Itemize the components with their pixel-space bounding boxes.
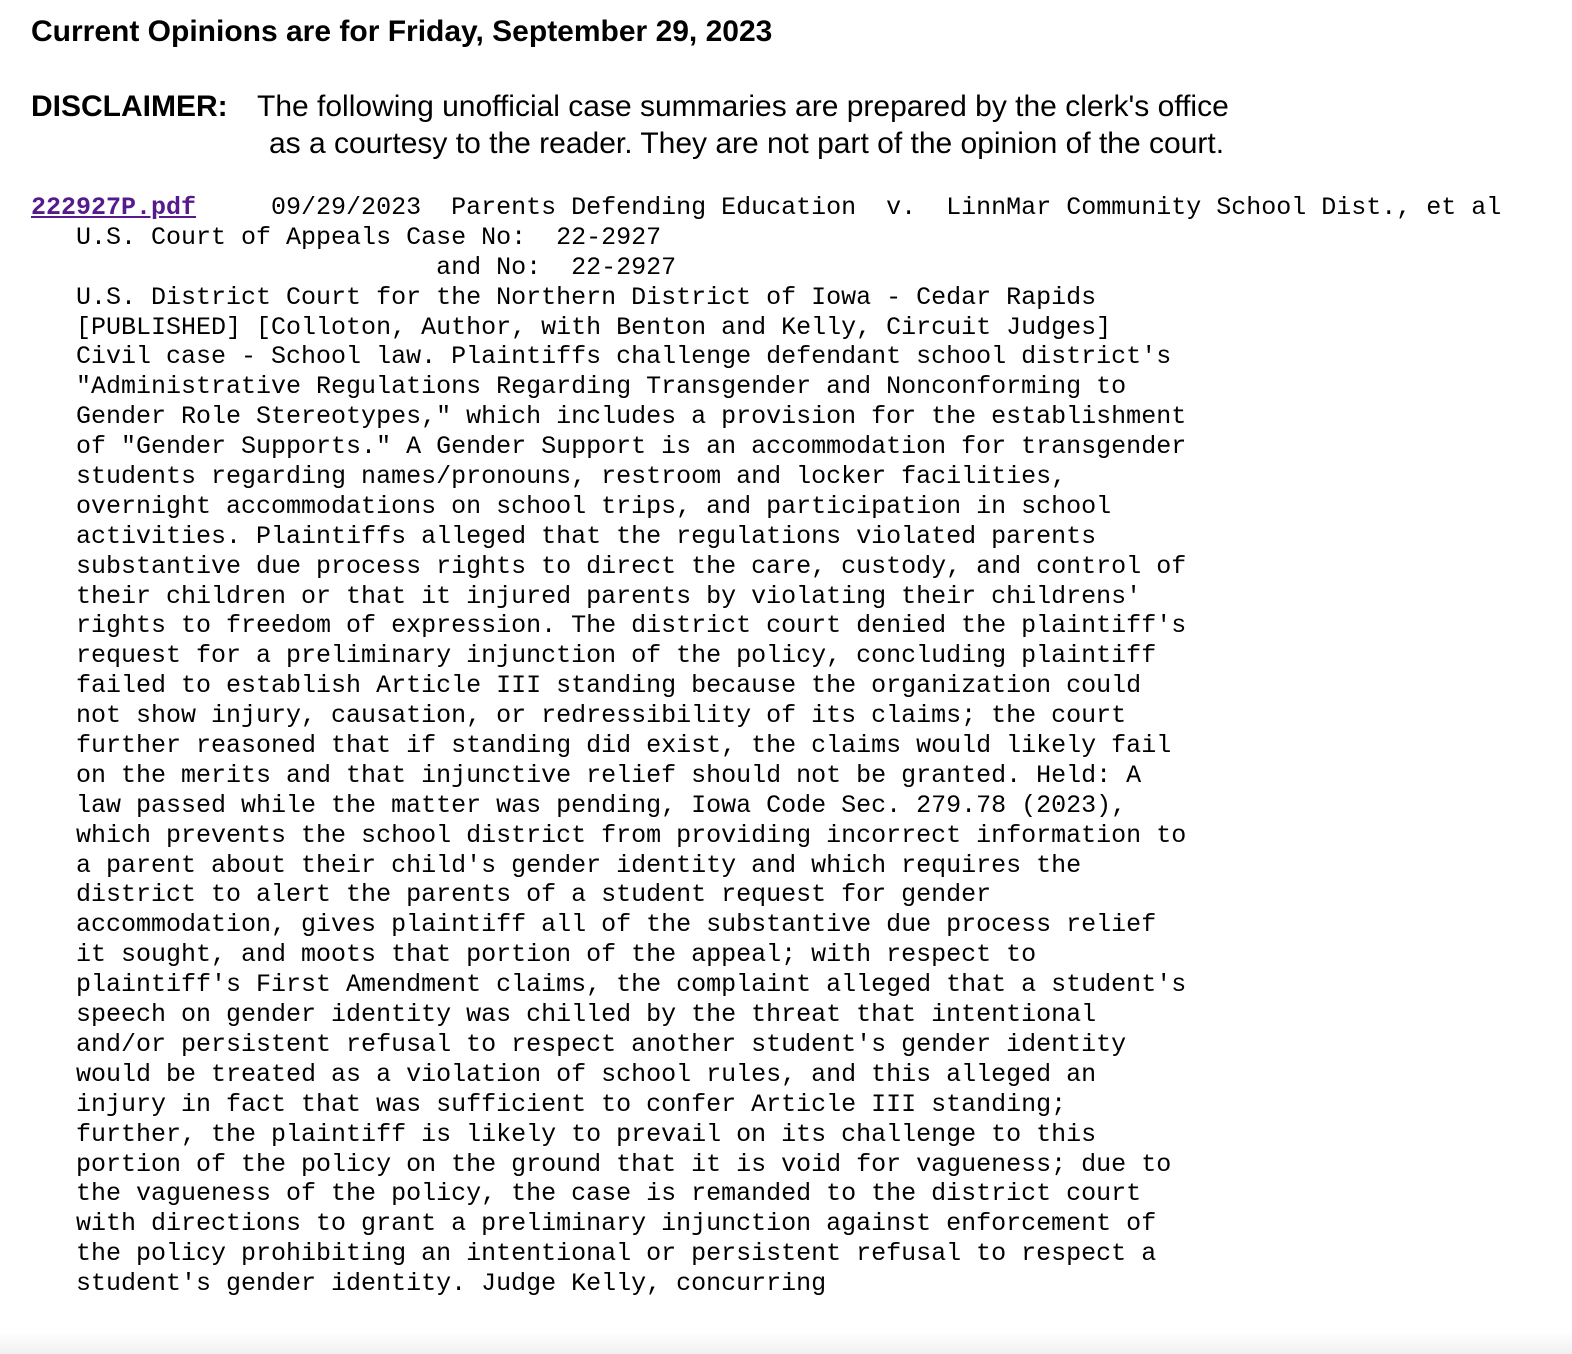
summary-line — [31, 342, 1501, 372]
summary-line — [31, 1150, 1501, 1180]
summary-line — [31, 1060, 1501, 1090]
summary-line — [31, 731, 1501, 761]
summary-line — [31, 582, 1501, 612]
summary-line-text: request for a preliminary injunction of the policy, concluding plaintiff — [76, 641, 1157, 671]
summary-line — [31, 1030, 1501, 1060]
and-no-label: and No: — [436, 252, 542, 282]
summary-line-text: activities. Plaintiffs alleged that the regulations violated parents — [76, 521, 1097, 551]
and-no-number: 22-2927 — [571, 252, 677, 282]
district-court-line — [31, 283, 1501, 313]
summary-line — [31, 910, 1501, 940]
opinion-pdf-link[interactable]: 222927P.pdf — [31, 193, 197, 222]
summary-line — [31, 1090, 1501, 1120]
summary-line — [31, 492, 1501, 522]
summary-line — [31, 552, 1501, 582]
summary-line — [31, 761, 1501, 791]
summary-line-text: "Administrative Regulations Regarding Transgender and Nonconforming to — [76, 372, 1127, 402]
appeals-case-number: 22-2927 — [556, 222, 662, 252]
summary-line — [31, 313, 1501, 343]
opinion-header-line — [31, 193, 1501, 223]
summary-line-text: which prevents the school district from providing incorrect information to — [76, 820, 1187, 850]
summary-line-text: substantive due process rights to direct the care, custody, and control of — [76, 551, 1187, 581]
summary-line — [31, 432, 1501, 462]
summary-line — [31, 821, 1501, 851]
appeals-case-label: U.S. Court of Appeals Case No: — [76, 222, 527, 252]
appeals-case-line — [31, 223, 1501, 253]
summary-line-text: their children or that it injured parents by violating their childrens' — [76, 581, 1142, 611]
disclaimer-label: DISCLAIMER: — [31, 90, 228, 123]
disclaimer-block — [31, 88, 1229, 162]
summary-line — [31, 701, 1501, 731]
summary-line-text: rights to freedom of expression. The district court denied the plaintiff's — [76, 611, 1187, 641]
summary-line — [31, 402, 1501, 432]
disclaimer-line-2: as a courtesy to the reader. They are not part of the opinion of the court. — [269, 127, 1225, 160]
summary-line-text: law passed while the matter was pending, Iowa Code Sec. 279.78 (2023), — [76, 790, 1127, 820]
summary-line-text: further, the plaintiff is likely to prevail on its challenge to this — [76, 1119, 1097, 1149]
summary-line-text: speech on gender identity was chilled by the threat that intentional — [76, 1000, 1097, 1030]
case-title: Parents Defending Education v. LinnMar Community School Dist., et al — [451, 193, 1502, 222]
summary-line — [31, 851, 1501, 881]
summary-line-text: with directions to grant a preliminary injunction against enforcement of — [76, 1209, 1157, 1239]
summary-line-text: injury in fact that was sufficient to confer Article III standing; — [76, 1089, 1067, 1119]
summary-line — [31, 1269, 1501, 1299]
summary-line — [31, 1120, 1501, 1150]
summary-line-text: [PUBLISHED] [Colloton, Author, with Benton and Kelly, Circuit Judges] — [76, 312, 1112, 342]
summary-line-text: on the merits and that injunctive relief should not be granted. Held: A — [76, 760, 1142, 790]
summary-line — [31, 611, 1501, 641]
summary-line — [31, 641, 1501, 671]
summary-line-text: not show injury, causation, or redressibility of its claims; the court — [76, 701, 1127, 731]
summary-line — [31, 970, 1501, 1000]
opinion-date: 09/29/2023 — [271, 193, 422, 222]
window-bottom-edge — [0, 1332, 1572, 1354]
summary-line — [31, 671, 1501, 701]
summary-line — [31, 791, 1501, 821]
summary-line-text: overnight accommodations on school trips, and participation in school — [76, 491, 1112, 521]
page-heading: Current Opinions are for Friday, September 29, 2023 — [31, 15, 773, 48]
summary-line-text: Gender Role Stereotypes," which includes a provision for the establishment — [76, 402, 1187, 432]
summary-line — [31, 1239, 1501, 1269]
summary-line-text: the vagueness of the policy, the case is remanded to the district court — [76, 1179, 1142, 1209]
summary-line — [31, 1000, 1501, 1030]
summary-line-text: accommodation, gives plaintiff all of the substantive due process relief — [76, 910, 1157, 940]
summary-line — [31, 522, 1501, 552]
summary-line-text: district to alert the parents of a student request for gender — [76, 880, 992, 910]
summary-line — [31, 940, 1501, 970]
summary-line-text: and/or persistent refusal to respect another student's gender identity — [76, 1029, 1127, 1059]
summary-line — [31, 1179, 1501, 1209]
summary-line — [31, 372, 1501, 402]
summary-line — [31, 1209, 1501, 1239]
and-no-line — [31, 253, 1501, 283]
district-court: U.S. District Court for the Northern District of Iowa - Cedar Rapids — [76, 282, 1097, 312]
summary-line — [31, 880, 1501, 910]
summary-line-text: portion of the policy on the ground that it is void for vagueness; due to — [76, 1149, 1172, 1179]
summary-line-text: the policy prohibiting an intentional or persistent refusal to respect a — [76, 1239, 1157, 1269]
summary-line-text: it sought, and moots that portion of the appeal; with respect to — [76, 940, 1037, 970]
summary-line-text: Civil case - School law. Plaintiffs challenge defendant school district's — [76, 342, 1172, 372]
opinions-page — [31, 0, 1572, 1354]
summary-line-text: a parent about their child's gender identity and which requires the — [76, 850, 1082, 880]
disclaimer-line-1: The following unofficial case summaries are prepared by the clerk's office — [257, 90, 1229, 123]
opinion-entry — [31, 193, 1501, 1299]
summary-line-text: plaintiff's First Amendment claims, the complaint alleged that a student's — [76, 970, 1187, 1000]
summary-line-text: student's gender identity. Judge Kelly, concurring — [76, 1269, 827, 1299]
summary-line-text: would be treated as a violation of school rules, and this alleged an — [76, 1059, 1097, 1089]
summary-line-text: failed to establish Article III standing because the organization could — [76, 671, 1142, 701]
case-summary — [31, 313, 1501, 1299]
summary-line — [31, 462, 1501, 492]
summary-line-text: of "Gender Supports." A Gender Support is an accommodation for transgender — [76, 432, 1187, 462]
summary-line-text: further reasoned that if standing did exist, the claims would likely fail — [76, 731, 1172, 761]
summary-line-text: students regarding names/pronouns, restroom and locker facilities, — [76, 462, 1067, 492]
